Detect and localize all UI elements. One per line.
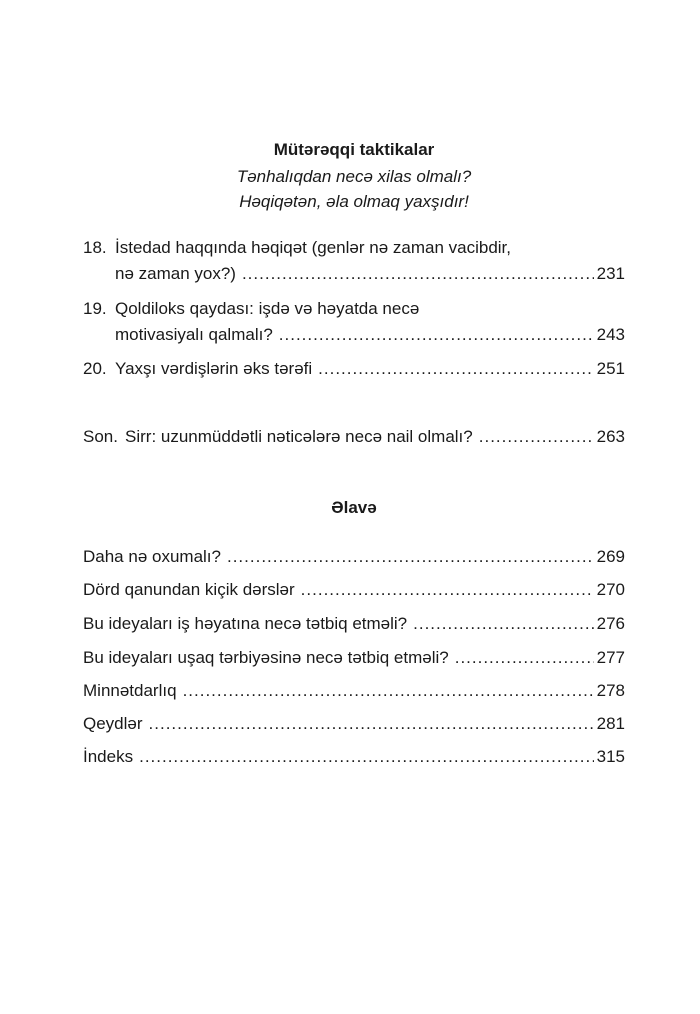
dot-leader [242,264,594,284]
page-number: 251 [596,359,625,378]
section-title-appendix: Əlavə [331,498,377,517]
conclusion-title: Sirr: uzunmüddətli nəticələrə necə nail olmalı? [125,427,473,446]
toc-entry-appendix-1[interactable] [83,547,625,571]
table-of-contents-page [83,0,625,1014]
chapter-title: Qoldiloks qaydası: işdə və həyatda necə [115,299,420,318]
chapter-number: 20. [83,359,107,378]
chapter-title-continued: motivasiyalı qalmalı? [115,325,273,344]
appendix-title: Bu ideyaları iş həyatına necə tətbiq etməli? [83,614,408,633]
dot-leader [149,714,594,734]
toc-entry-18-line1[interactable] [83,238,625,262]
chapter-title: İstedad haqqında həqiqət (genlər nə zaman vacibdir, [115,238,511,257]
dot-leader [183,681,594,701]
toc-entry-appendix-2[interactable] [83,580,625,604]
page-number: 276 [596,614,625,633]
toc-entry-appendix-6[interactable] [83,714,625,738]
toc-entry-appendix-3[interactable] [83,614,625,638]
appendix-title: Bu ideyaları uşaq tərbiyəsinə necə tətbiq etməli? [83,648,449,667]
page-number: 231 [596,264,625,283]
section-subtitle-1: Tənhalıqdan necə xilas olmalı? [236,167,472,186]
page-number: 243 [596,325,625,344]
page-number: 315 [596,747,625,766]
page-number: 270 [596,580,625,599]
chapter-number: 19. [83,299,107,318]
chapter-number: 18. [83,238,107,257]
toc-entry-conclusion[interactable] [83,427,625,451]
dot-leader [413,614,593,634]
appendix-title: Dörd qanundan kiçik dərslər [83,580,295,599]
appendix-title: Qeydlər [83,714,143,733]
toc-entry-appendix-5[interactable] [83,681,625,705]
toc-entry-20[interactable] [83,359,625,383]
dot-leader [301,580,594,600]
page-number: 269 [596,547,625,566]
dot-leader [318,359,593,379]
toc-entry-appendix-7[interactable] [83,747,625,771]
page-number: 278 [596,681,625,700]
toc-entry-19-line2[interactable] [83,325,625,349]
dot-leader [279,325,594,345]
page-number: 263 [596,427,625,446]
page-number: 277 [596,648,625,667]
section-subtitle-2: Həqiqətən, əla olmaq yaxşıdır! [239,192,469,211]
toc-entry-18-line2[interactable] [83,264,625,288]
appendix-title: İndeks [83,747,134,766]
chapter-title-continued: nə zaman yox?) [115,264,236,283]
dot-leader [479,427,594,447]
chapter-title: Yaxşı vərdişlərin əks tərəfi [115,359,313,378]
toc-entry-19-line1[interactable] [83,299,625,323]
dot-leader [139,747,594,767]
dot-leader [227,547,594,567]
dot-leader [455,648,594,668]
toc-entry-appendix-4[interactable] [83,648,625,672]
conclusion-label: Son. [83,427,118,446]
appendix-title: Minnətdarlıq [83,681,177,700]
appendix-title: Daha nə oxumalı? [83,547,221,566]
section-title-advanced: Mütərəqqi taktikalar [273,140,435,159]
page-number: 281 [596,714,625,733]
